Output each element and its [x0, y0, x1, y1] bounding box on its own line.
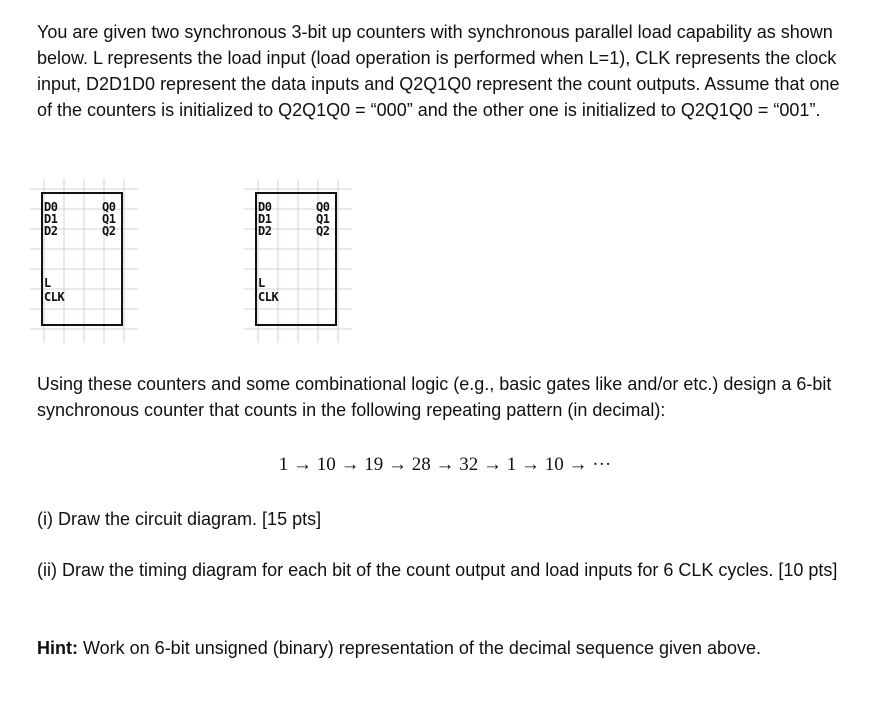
hint-label: Hint: [37, 638, 78, 658]
input-d0: D0 [258, 200, 272, 214]
counter-diagram-1 [30, 179, 138, 343]
load-input: L [258, 276, 265, 290]
hint [37, 635, 859, 661]
output-q2: Q2 [316, 224, 330, 238]
output-q1: Q1 [102, 212, 116, 226]
input-d1: D1 [44, 212, 58, 226]
output-q1: Q1 [316, 212, 330, 226]
question-part-1: (i) Draw the circuit diagram. [15 pts] [37, 509, 322, 529]
input-d0: D0 [44, 200, 58, 214]
input-d1: D1 [258, 212, 272, 226]
input-d2: D2 [44, 224, 58, 238]
question-part-2: (ii) Draw the timing diagram for each bit of the count output and load inputs for 6 CLK cycles. [10 pts] [37, 560, 838, 580]
clock-input: CLK [258, 290, 279, 304]
design-instruction: Using these counters and some combinational logic (e.g., basic gates like and/or etc.) design a 6-bit synchronous counter that counts in the following repeating pattern (in decimal): [37, 374, 832, 420]
problem-intro: You are given two synchronous 3-bit up counters with synchronous parallel load capability as shown below. L represents the load input (load operation is performed when L=1), CLK represents the clock input, D2D1D0 represent the data inputs and Q2Q1Q0 represent the count outputs. Assume that one of the counters is initialized to Q2Q1Q0 = “000” and the other one is initialized to Q2Q1Q0 = “001”. [37, 22, 840, 120]
hint-text: Work on 6-bit unsigned (binary) representation of the decimal sequence given above. [77, 638, 762, 658]
count-sequence: 1 → 10 → 19 → 28 → 32 → 1 → 10 → ··· [278, 454, 612, 475]
input-d2: D2 [258, 224, 272, 238]
clock-input: CLK [44, 290, 65, 304]
load-input: L [44, 276, 51, 290]
output-q2: Q2 [102, 224, 116, 238]
output-q0: Q0 [102, 200, 116, 214]
counter-diagram-2 [244, 179, 352, 343]
output-q0: Q0 [316, 200, 330, 214]
